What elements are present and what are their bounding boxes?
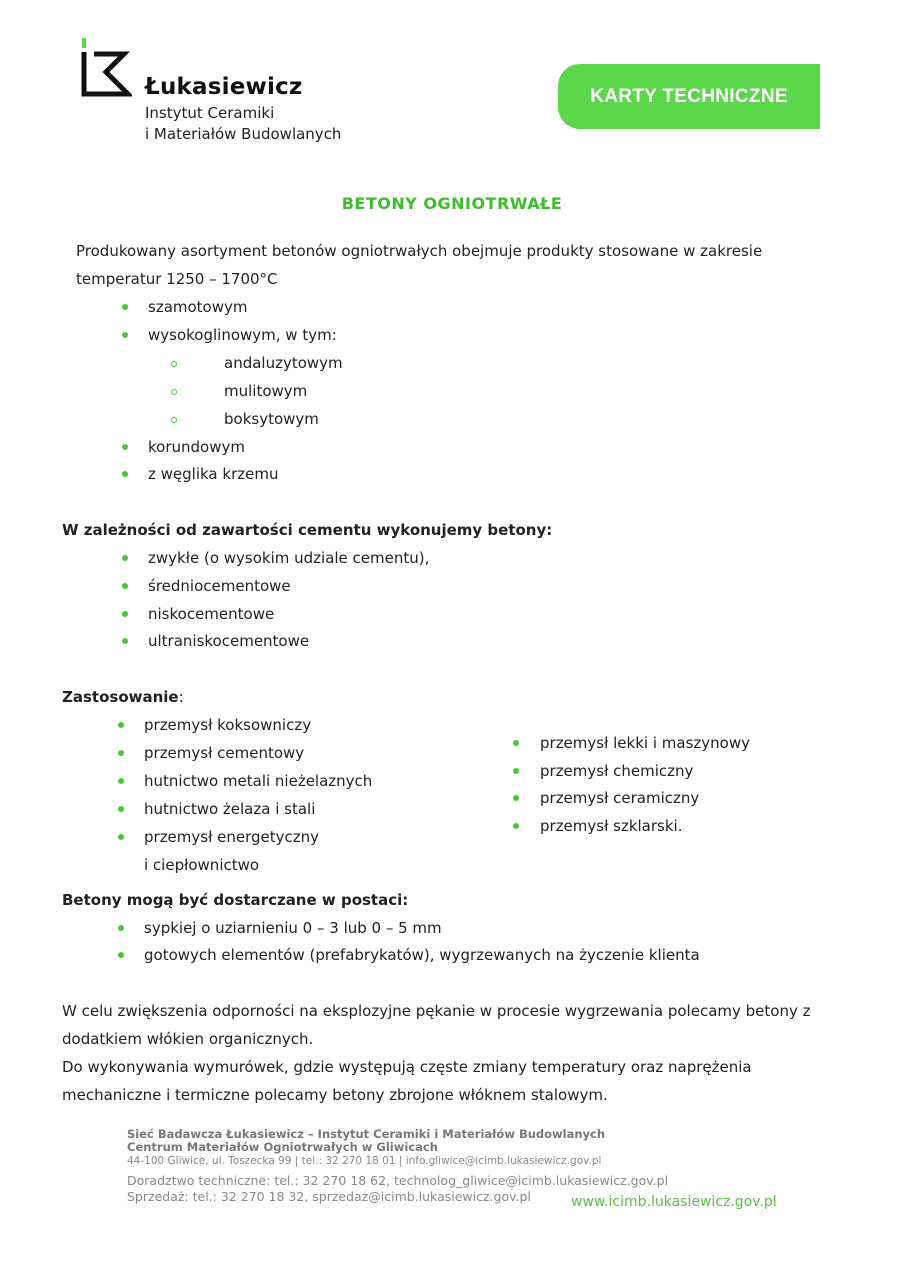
footer-technical-contact: Doradztwo techniczne: tel.: 32 270 18 62, technolog_gliwice@icimb.lukasiewicz.gov.pl [127, 1173, 669, 1188]
bullet-icon [513, 740, 519, 746]
list-item: szamotowym [148, 298, 248, 316]
bullet-icon [122, 638, 128, 644]
bullet-icon [122, 444, 128, 450]
bullet-icon [122, 555, 128, 561]
circle-bullet-icon [171, 361, 177, 367]
bullet-icon [118, 722, 124, 728]
bullet-icon [118, 952, 124, 958]
intro-line1: Produkowany asortyment betonów ogniotrwałych obejmuje produkty stosowane w zakresie [76, 242, 763, 260]
intro-line2: temperatur 1250 – 1700°C [76, 270, 278, 288]
institute-name-line1: Instytut Ceramiki [145, 104, 275, 122]
bullet-icon [122, 332, 128, 338]
page-title: BETONY OGNIOTRWAŁE [341, 194, 563, 213]
usage-heading-colon: : [178, 688, 184, 706]
footer-website-link[interactable]: www.icimb.lukasiewicz.gov.pl [571, 1194, 777, 1210]
list-item: gotowych elementów (prefabrykatów), wygrzewanych na życzenie klienta [144, 946, 700, 964]
footer-sales-contact: Sprzedaż: tel.: 32 270 18 32, sprzedaz@icimb.lukasiewicz.gov.pl [127, 1189, 531, 1204]
document-type-badge: KARTY TECHNICZNE [558, 64, 820, 129]
list-item: ultraniskocementowe [148, 632, 310, 650]
bullet-icon [118, 806, 124, 812]
list-item: przemysł koksowniczy [144, 716, 312, 734]
list-item: przemysł lekki i maszynowy [540, 734, 750, 752]
institute-name-line2: i Materiałów Budowlanych [145, 125, 342, 143]
bullet-icon [118, 925, 124, 931]
list-item: średniocementowe [148, 577, 291, 595]
bullet-icon [122, 583, 128, 589]
brand-name: Łukasiewicz [145, 74, 303, 100]
footer-address: 44-100 Gliwice, ul. Toszecka 99 | tel.: 32 270 18 01 | info.gliwice@icimb.lukasiewicz.gov.pl [127, 1155, 602, 1167]
list-item: przemysł ceramiczny [540, 789, 700, 807]
lukasiewicz-logo-icon [80, 38, 132, 100]
bullet-icon [513, 795, 519, 801]
footer-org-name: Sieć Badawcza Łukasiewicz – Instytut Ceramiki i Materiałów Budowlanych [127, 1127, 606, 1141]
sub-list-item: mulitowym [224, 382, 308, 400]
bullet-icon [513, 823, 519, 829]
list-item: sypkiej o uziarnieniu 0 – 3 lub 0 – 5 mm [144, 919, 442, 937]
list-item: niskocementowe [148, 605, 275, 623]
usage-heading: Zastosowanie [62, 688, 179, 706]
paragraph-line: Do wykonywania wymurówek, gdzie występują częste zmiany temperatury oraz naprężenia [62, 1058, 752, 1076]
list-item: przemysł chemiczny [540, 762, 694, 780]
bullet-icon [122, 611, 128, 617]
list-item: przemysł szklarski. [540, 817, 683, 835]
bullet-icon [122, 304, 128, 310]
list-item: wysokoglinowym, w tym: [148, 326, 337, 344]
paragraph-line: dodatkiem włókien organicznych. [62, 1030, 314, 1048]
footer-center-name: Centrum Materiałów Ogniotrwałych w Gliwicach [127, 1140, 438, 1154]
list-item: zwykłe (o wysokim udziale cementu), [148, 549, 430, 567]
list-item: przemysł energetyczny [144, 828, 320, 846]
cement-heading: W zależności od zawartości cementu wykonujemy betony: [62, 521, 553, 539]
supply-heading: Betony mogą być dostarczane w postaci: [62, 891, 409, 909]
sub-list-item: boksytowym [224, 410, 319, 428]
list-item: korundowym [148, 438, 245, 456]
list-item: przemysł cementowy [144, 744, 305, 762]
paragraph-line: mechaniczne i termiczne polecamy betony zbrojone włóknem stalowym. [62, 1086, 608, 1104]
list-item: hutnictwo metali nieżelaznych [144, 772, 373, 790]
sub-list-item: andaluzytowym [224, 354, 343, 372]
list-item: z węglika krzemu [148, 465, 279, 483]
bullet-icon [118, 750, 124, 756]
list-item-continuation: i ciepłownictwo [144, 856, 260, 874]
paragraph-line: W celu zwiększenia odporności na eksplozyjne pękanie w procesie wygrzewania polecamy betony z [62, 1002, 811, 1020]
bullet-icon [513, 768, 519, 774]
list-item: hutnictwo żelaza i stali [144, 800, 316, 818]
circle-bullet-icon [171, 389, 177, 395]
bullet-icon [118, 778, 124, 784]
bullet-icon [118, 834, 124, 840]
bullet-icon [122, 471, 128, 477]
circle-bullet-icon [171, 417, 177, 423]
usage-heading-row [62, 683, 184, 711]
